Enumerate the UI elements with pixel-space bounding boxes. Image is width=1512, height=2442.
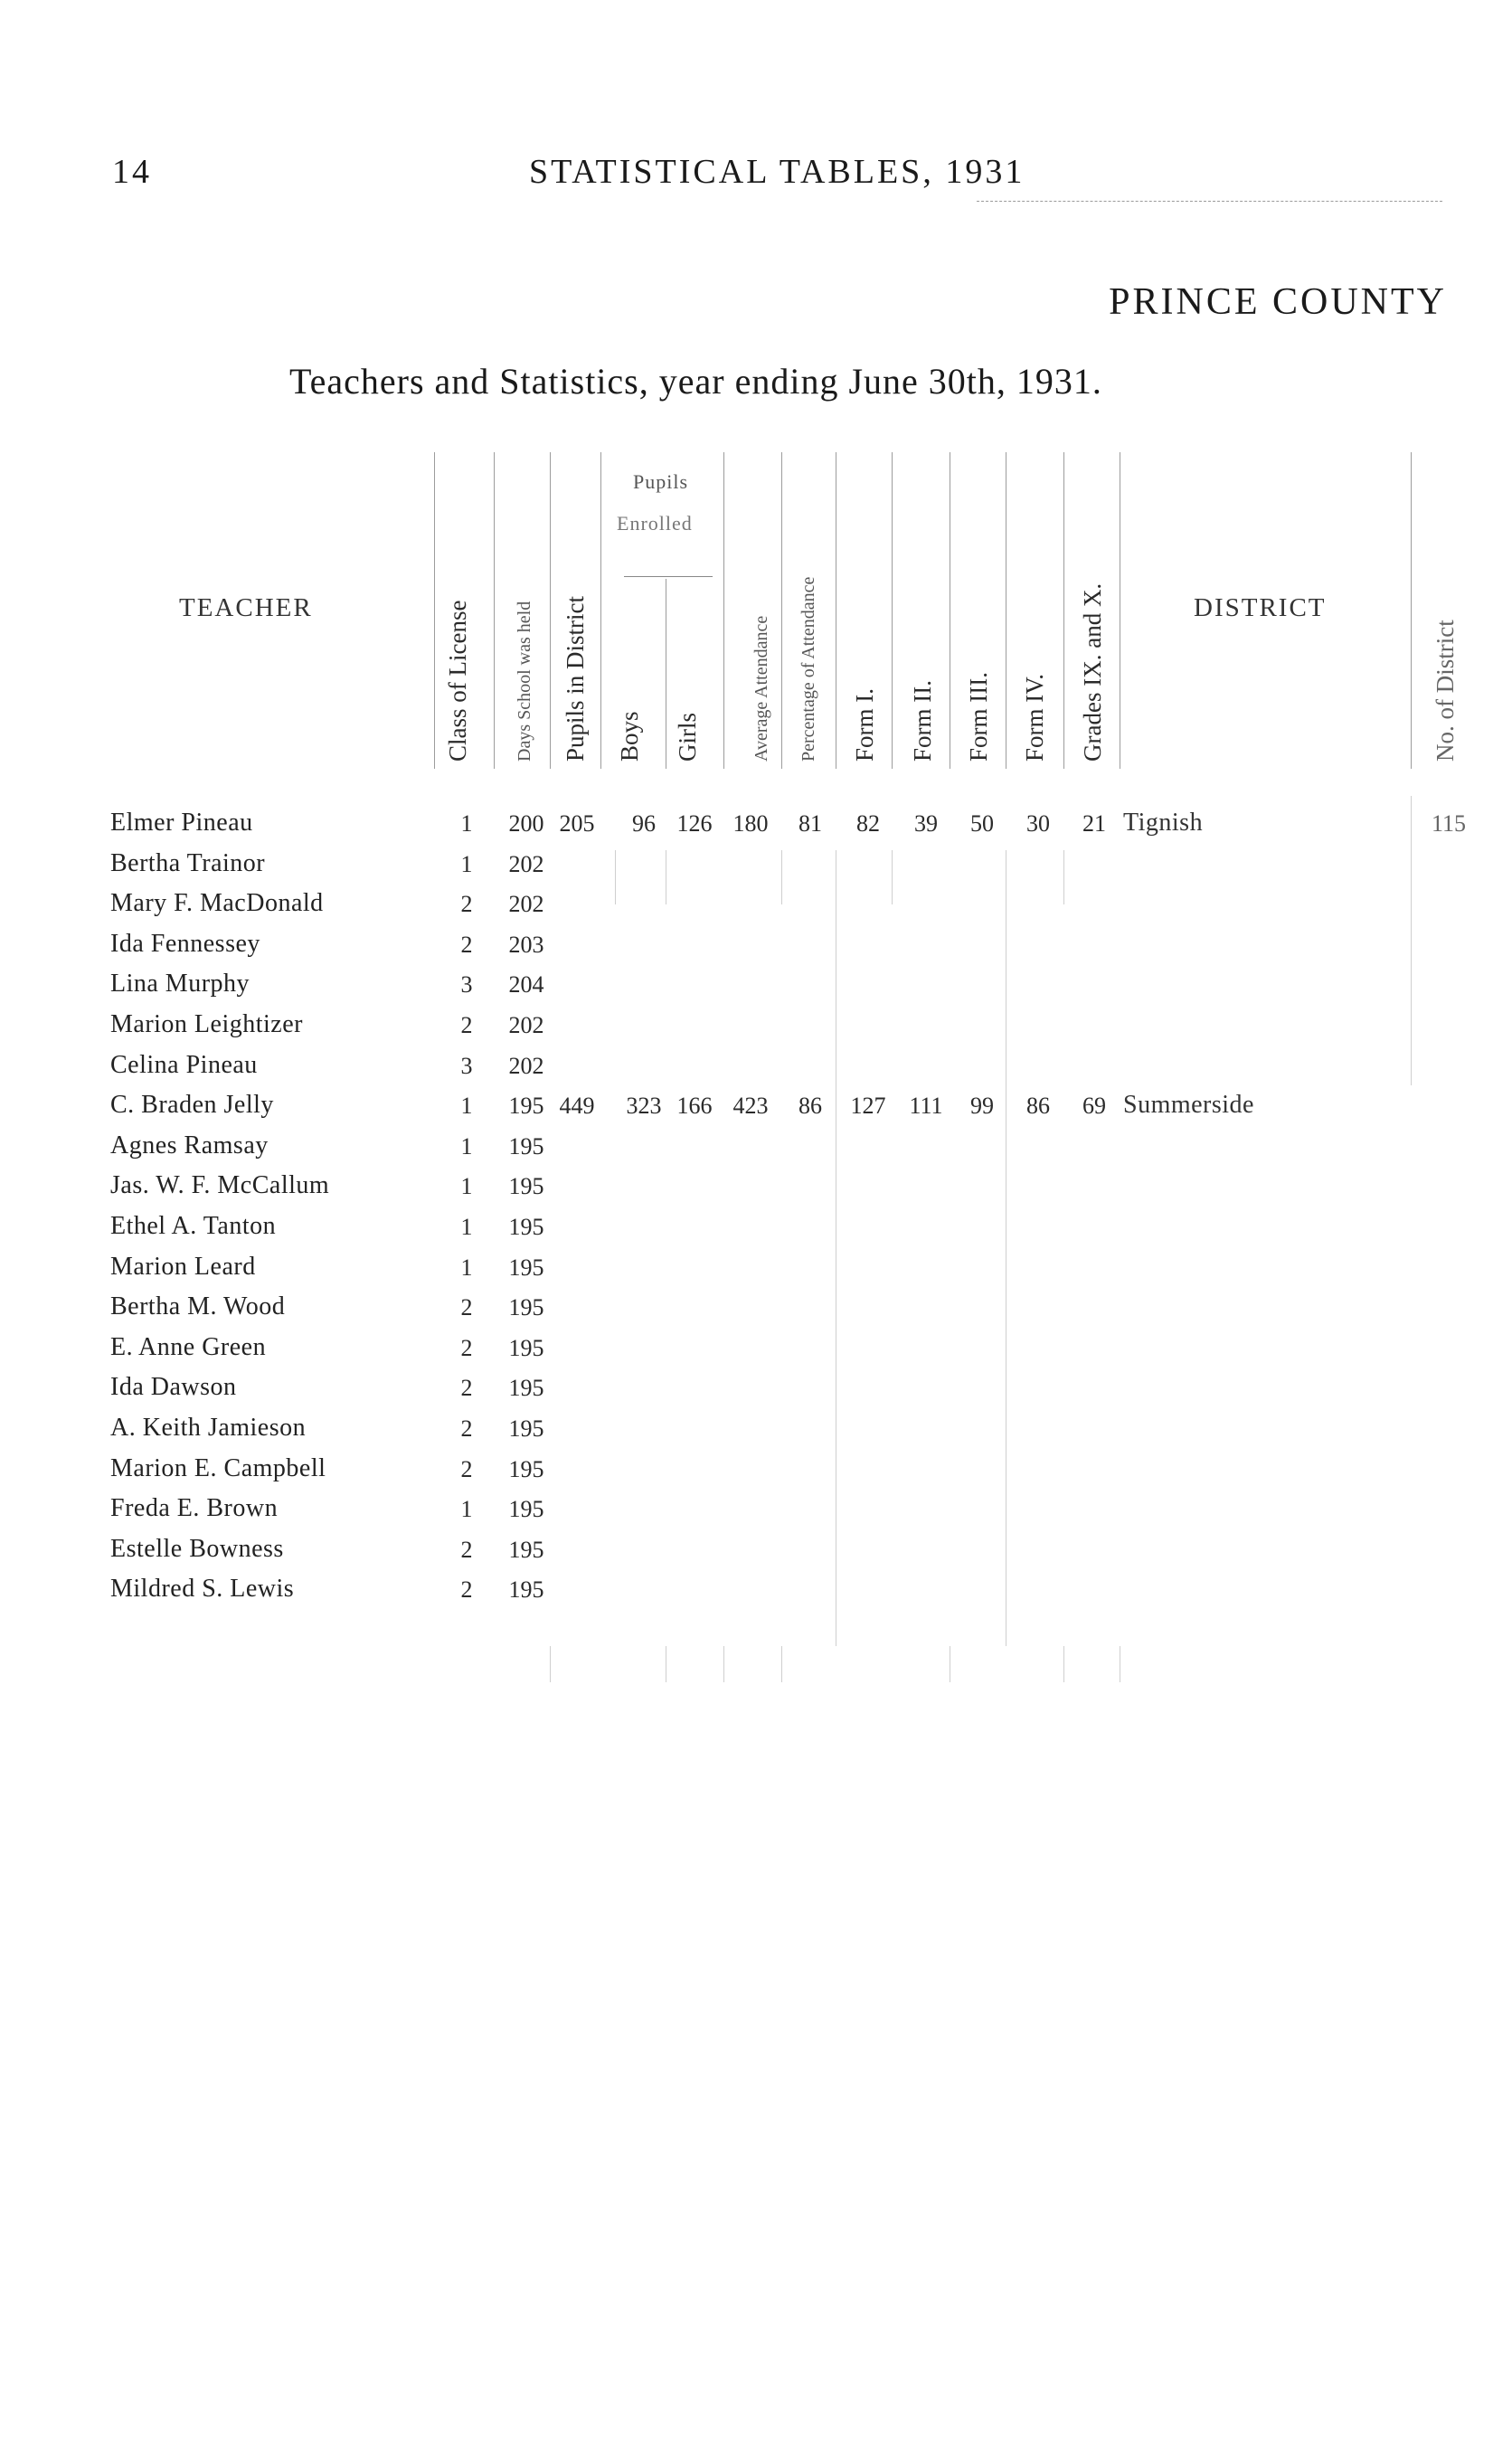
teacher-name: A. Keith Jamieson: [110, 1414, 307, 1442]
column-rule: [723, 1646, 724, 1682]
teacher-name: Mary F. MacDonald: [110, 889, 324, 918]
girls-header: Girls: [674, 713, 701, 762]
days-held-cell: 202: [508, 1012, 544, 1038]
percentage-attendance-cell: 86: [799, 1093, 822, 1120]
days-held-cell: 195: [508, 1294, 544, 1321]
class-of-license-cell: 2: [460, 891, 473, 918]
pupils-in-district-cell: 449: [559, 1093, 595, 1120]
percentage-attendance-cell: 81: [799, 810, 822, 837]
class-of-license-cell: 2: [460, 1375, 473, 1402]
days-held-cell: 204: [508, 971, 544, 999]
district-number-header: No. of District: [1432, 620, 1459, 762]
column-rule: [1411, 796, 1412, 1085]
column-rule: [1411, 452, 1412, 769]
days-school-held-header: Days School was held: [515, 601, 534, 762]
boys-cell: 96: [632, 810, 656, 837]
grades-ix-x-cell: 21: [1082, 810, 1106, 837]
teacher-name: Ethel A. Tanton: [110, 1212, 277, 1240]
girls-cell: 166: [676, 1093, 713, 1120]
form-4-header: Form IV.: [1021, 673, 1048, 762]
district-name: Summerside: [1123, 1091, 1254, 1120]
boys-cell: 323: [626, 1093, 662, 1120]
column-rule: [781, 850, 782, 904]
class-of-license-cell: 3: [460, 971, 473, 999]
district-header: DISTRICT: [1194, 593, 1327, 622]
boys-header: Boys: [616, 711, 643, 762]
form-2-header: Form II.: [909, 680, 936, 762]
column-rule: [892, 850, 893, 904]
column-rule: [1063, 452, 1064, 769]
teacher-name: Jas. W. F. McCallum: [110, 1171, 330, 1200]
teacher-name: Elmer Pineau: [110, 809, 253, 837]
average-attendance-header: Average Attendance: [751, 615, 771, 762]
column-rule: [550, 452, 551, 769]
class-of-license-cell: 2: [460, 1415, 473, 1442]
class-of-license-cell: 2: [460, 931, 473, 958]
district-name: Tignish: [1123, 809, 1204, 837]
teacher-name: Lina Murphy: [110, 970, 250, 999]
class-of-license-cell: 1: [460, 1173, 473, 1200]
grades-ix-x-header: Grades IX. and X.: [1079, 582, 1106, 762]
days-held-cell: 195: [508, 1415, 544, 1442]
teacher-name: Celina Pineau: [110, 1050, 258, 1079]
teacher-name: E. Anne Green: [110, 1332, 267, 1361]
column-rule: [1063, 1646, 1064, 1682]
days-held-cell: 195: [508, 1254, 544, 1281]
form-3-header: Form III.: [965, 672, 992, 762]
column-rule: [615, 850, 616, 904]
teacher-name: Marion Leightizer: [110, 1010, 303, 1038]
pupils-in-district-cell: 205: [559, 810, 595, 837]
class-of-license-cell: 1: [460, 1496, 473, 1523]
days-held-cell: 195: [508, 1536, 544, 1563]
grades-ix-x-cell: 69: [1082, 1093, 1106, 1120]
days-held-cell: 202: [508, 850, 544, 877]
teacher-name: Ida Fennessey: [110, 929, 260, 958]
teacher-name: Marion Leard: [110, 1252, 256, 1281]
pupils-header: Pupils: [633, 470, 689, 493]
column-rule: [494, 452, 495, 769]
enrolled-header: Enrolled: [617, 512, 693, 535]
girls-cell: 126: [676, 810, 713, 837]
days-held-cell: 195: [508, 1334, 544, 1361]
class-of-license-header: Class of License: [444, 600, 471, 762]
form-1-cell: 127: [850, 1093, 886, 1120]
teacher-name: Marion E. Campbell: [110, 1453, 326, 1482]
days-held-cell: 195: [508, 1455, 544, 1482]
average-attendance-cell: 180: [732, 810, 769, 837]
days-held-cell: 203: [508, 931, 544, 958]
teacher-name: Agnes Ramsay: [110, 1131, 269, 1159]
teacher-header: TEACHER: [179, 593, 313, 622]
teacher-name: Ida Dawson: [110, 1373, 237, 1402]
days-held-cell: 202: [508, 1052, 544, 1079]
column-rule: [781, 1646, 782, 1682]
days-held-cell: 195: [508, 1132, 544, 1159]
class-of-license-cell: 2: [460, 1455, 473, 1482]
column-rule: [781, 452, 782, 769]
class-of-license-cell: 1: [460, 1214, 473, 1240]
form-3-cell: 50: [970, 810, 994, 837]
teacher-name: Freda E. Brown: [110, 1494, 279, 1523]
enrolled-rule: [624, 576, 713, 577]
class-of-license-cell: 2: [460, 1576, 473, 1604]
column-rule: [550, 1646, 551, 1682]
teacher-name: C. Braden Jelly: [110, 1091, 274, 1120]
class-of-license-cell: 2: [460, 1012, 473, 1038]
form-3-cell: 99: [970, 1093, 994, 1120]
form-4-cell: 86: [1026, 1093, 1050, 1120]
county-heading: PRINCE COUNTY: [1109, 281, 1447, 323]
class-of-license-cell: 1: [460, 850, 473, 877]
form-1-cell: 82: [856, 810, 880, 837]
days-held-cell: 195: [508, 1496, 544, 1523]
days-held-cell: 195: [508, 1214, 544, 1240]
column-rule: [892, 452, 893, 769]
teacher-name: Bertha Trainor: [110, 848, 266, 877]
class-of-license-cell: 2: [460, 1294, 473, 1321]
days-held-cell: 200: [508, 810, 544, 837]
class-of-license-cell: 1: [460, 1254, 473, 1281]
class-of-license-cell: 2: [460, 1334, 473, 1361]
column-rule: [723, 452, 724, 769]
column-rule: [1063, 850, 1064, 904]
percentage-attendance-header: Percentage of Attendance: [799, 576, 818, 762]
teacher-name: Mildred S. Lewis: [110, 1575, 295, 1604]
days-held-cell: 195: [508, 1173, 544, 1200]
teacher-name: Estelle Bowness: [110, 1534, 284, 1563]
days-held-cell: 195: [508, 1093, 544, 1120]
header-rule: [977, 201, 1442, 202]
class-of-license-cell: 1: [460, 1093, 473, 1120]
form-2-cell: 39: [914, 810, 938, 837]
page-number: 14: [112, 153, 152, 191]
class-of-license-cell: 2: [460, 1536, 473, 1563]
form-1-header: Form I.: [851, 688, 878, 762]
average-attendance-cell: 423: [732, 1093, 769, 1120]
table-subtitle: Teachers and Statistics, year ending June 30th, 1931.: [289, 361, 1102, 402]
class-of-license-cell: 1: [460, 1132, 473, 1159]
column-rule: [600, 452, 601, 769]
form-2-cell: 111: [909, 1093, 943, 1120]
running-title: STATISTICAL TABLES, 1931: [529, 153, 1025, 191]
days-held-cell: 195: [508, 1576, 544, 1604]
teacher-name: Bertha M. Wood: [110, 1292, 286, 1321]
class-of-license-cell: 3: [460, 1052, 473, 1079]
form-4-cell: 30: [1026, 810, 1050, 837]
days-held-cell: 202: [508, 891, 544, 918]
days-held-cell: 195: [508, 1375, 544, 1402]
column-rule: [434, 452, 435, 769]
class-of-license-cell: 1: [460, 810, 473, 837]
district-number-cell: 115: [1431, 810, 1467, 837]
pupils-in-district-header: Pupils in District: [562, 595, 589, 762]
